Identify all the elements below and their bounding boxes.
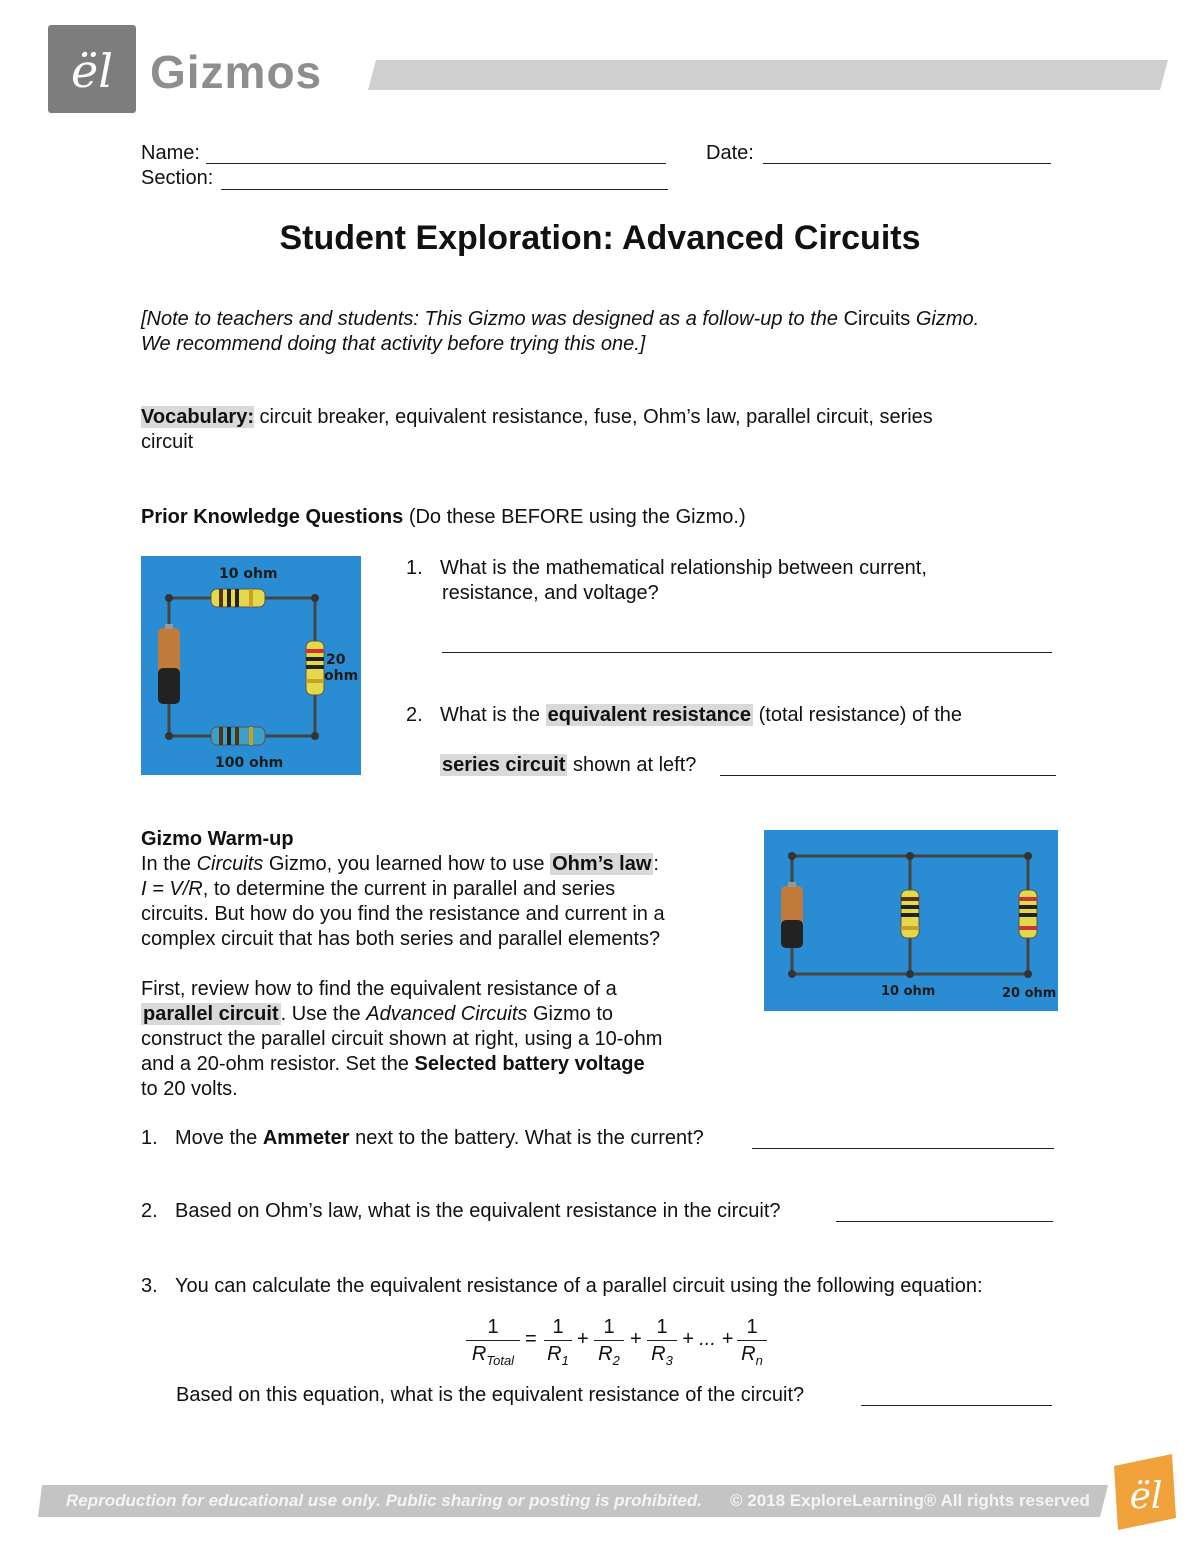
section-label: Section: (141, 167, 214, 189)
warmup-text: First, review how to find the equivalent resistance of a (141, 978, 617, 1000)
svg-text:ël: ël (1129, 1476, 1163, 1517)
warmup-text: Gizmo to (527, 1003, 613, 1025)
fraction-r2 (594, 1314, 624, 1374)
vocabulary-terms-1: circuit breaker, equivalent resistance, fuse, Ohm’s law, parallel circuit, series (254, 406, 933, 428)
denominator: $R_{Total}$ (471, 1343, 515, 1368)
denominator: $R_1$ (547, 1343, 569, 1368)
numerator: 1 (466, 1314, 520, 1341)
teacher-note (141, 307, 1081, 357)
footer-copyright: © 2018 ExploreLearning® All rights reserved (730, 1491, 1090, 1510)
resistor-label-right-2: ohm (324, 668, 359, 684)
warmup-section (141, 827, 731, 1102)
warmup-text: : (653, 853, 659, 875)
answer-field-warmup-1[interactable] (752, 1128, 1054, 1149)
vocabulary-label: Vocabulary: (141, 406, 254, 428)
term-ohms-law: Ohm’s law (552, 853, 652, 875)
question-text-mid: (total resistance) of the (753, 704, 963, 726)
equals-sign: = (525, 1328, 537, 1350)
answer-field-prior-2[interactable] (720, 755, 1056, 776)
prior-heading-bold: Prior Knowledge Questions (141, 506, 404, 528)
prior-knowledge-heading (141, 505, 1081, 530)
prior-question-2 (406, 703, 1066, 728)
warmup-text: to 20 volts. (141, 1078, 238, 1100)
fraction-r3 (647, 1314, 677, 1374)
term-equivalent-resistance: equivalent resistance (547, 704, 752, 726)
resistor-label-20-ohm: 20 ohm (1002, 986, 1057, 1001)
denominator: $R_2$ (598, 1343, 620, 1368)
footer-reproduction-notice: Reproduction for educational use only. Public sharing or posting is prohibited. (66, 1491, 702, 1510)
numerator: 1 (737, 1314, 767, 1341)
term-ammeter: Ammeter (262, 1127, 350, 1149)
question-text-pre: What is the (440, 704, 546, 726)
numerator: 1 (544, 1314, 572, 1341)
svg-text:ël: ël (71, 44, 113, 98)
header-bar (368, 60, 1168, 90)
plus-sign: + (630, 1328, 642, 1350)
prior-subheading: (Do these BEFORE using the Gizmo.) (403, 506, 746, 528)
warmup-text: In the (141, 853, 197, 875)
ohms-law-formula: I = V/R (141, 878, 203, 900)
denominator: $R_n$ (741, 1343, 763, 1368)
question-text-2: resistance, and voltage? (442, 582, 659, 604)
date-label: Date: (706, 142, 754, 164)
selected-battery-voltage: Selected battery voltage (414, 1053, 645, 1075)
warmup-heading: Gizmo Warm-up (141, 828, 294, 850)
name-label: Name: (141, 142, 200, 164)
denominator: $R_3$ (651, 1343, 673, 1368)
warmup-text: circuits. But how do you find the resistance and current in a (141, 903, 665, 925)
warmup-text: , to determine the current in parallel and series (202, 878, 616, 900)
question-number: 2. (141, 1200, 158, 1222)
warmup-text: complex circuit that has both series and parallel elements? (141, 928, 661, 950)
ellipsis-plus: + ... + (682, 1328, 734, 1350)
fraction-r1 (544, 1314, 572, 1374)
question-text-pre: Move the (175, 1127, 263, 1149)
plus-sign: + (577, 1328, 589, 1350)
warmup-question-3 (141, 1274, 1081, 1299)
vocabulary (141, 405, 1081, 455)
formula-followup-question: Based on this equation, what is the equivalent resistance of the circuit? (176, 1384, 805, 1406)
note-circuits: Circuits (843, 308, 911, 330)
resistor-label-10-ohm: 10 ohm (881, 984, 936, 999)
warmup-text: Gizmo, you learned how to use (263, 853, 551, 875)
answer-field-warmup-3[interactable] (861, 1385, 1052, 1406)
term-parallel-circuit: parallel circuit (143, 1003, 279, 1025)
question-text: Based on Ohm’s law, what is the equivalent resistance in the circuit? (175, 1200, 781, 1222)
note-text-2: Gizmo. (910, 308, 980, 330)
section-field[interactable] (221, 169, 668, 190)
question-number: 3. (141, 1275, 158, 1297)
term-series-circuit: series circuit (442, 754, 566, 776)
fraction-rn (737, 1314, 767, 1374)
warmup-text: . Use the (280, 1003, 367, 1025)
vocabulary-terms-2: circuit (141, 431, 194, 453)
warmup-text: construct the parallel circuit shown at right, using a 10-ohm (141, 1028, 663, 1050)
answer-field-warmup-2[interactable] (836, 1201, 1053, 1222)
answer-field-prior-1[interactable] (442, 632, 1052, 653)
brand-name: Gizmos (150, 46, 323, 98)
question-text: What is the mathematical relationship between current, (440, 557, 927, 579)
warmup-gizmo-name: Advanced Circuits (366, 1003, 528, 1025)
date-field[interactable] (763, 143, 1051, 164)
resistor-label-top: 10 ohm (219, 566, 278, 582)
page-title: Student Exploration: Advanced Circuits (279, 219, 921, 257)
explorelearning-logo-icon (48, 25, 136, 113)
resistor-label-right-1: 20 (326, 652, 346, 668)
numerator: 1 (594, 1314, 624, 1341)
prior-question-1 (406, 556, 1066, 606)
warmup-text: and a 20-ohm resistor. Set the (141, 1053, 415, 1075)
parallel-circuit-figure (764, 830, 1058, 1011)
warmup-circuits: Circuits (196, 853, 264, 875)
fraction-total (466, 1314, 520, 1374)
question-number: 2. (406, 704, 423, 726)
name-field[interactable] (206, 143, 666, 164)
note-text-3: We recommend doing that activity before trying this one.] (141, 333, 646, 355)
question-text: You can calculate the equivalent resistance of a parallel circuit using the following equation: (175, 1275, 983, 1297)
series-circuit-figure (141, 556, 361, 775)
resistor-label-bottom: 100 ohm (215, 755, 284, 771)
note-text-1: [Note to teachers and students: This Gizmo was designed as a follow-up to the (141, 308, 844, 330)
explorelearning-badge-icon (1108, 1452, 1180, 1532)
question-text-post: shown at left? (567, 754, 697, 776)
question-number: 1. (406, 557, 423, 579)
question-text-post: next to the battery. What is the current? (349, 1127, 704, 1149)
numerator: 1 (647, 1314, 677, 1341)
question-number: 1. (141, 1127, 158, 1149)
